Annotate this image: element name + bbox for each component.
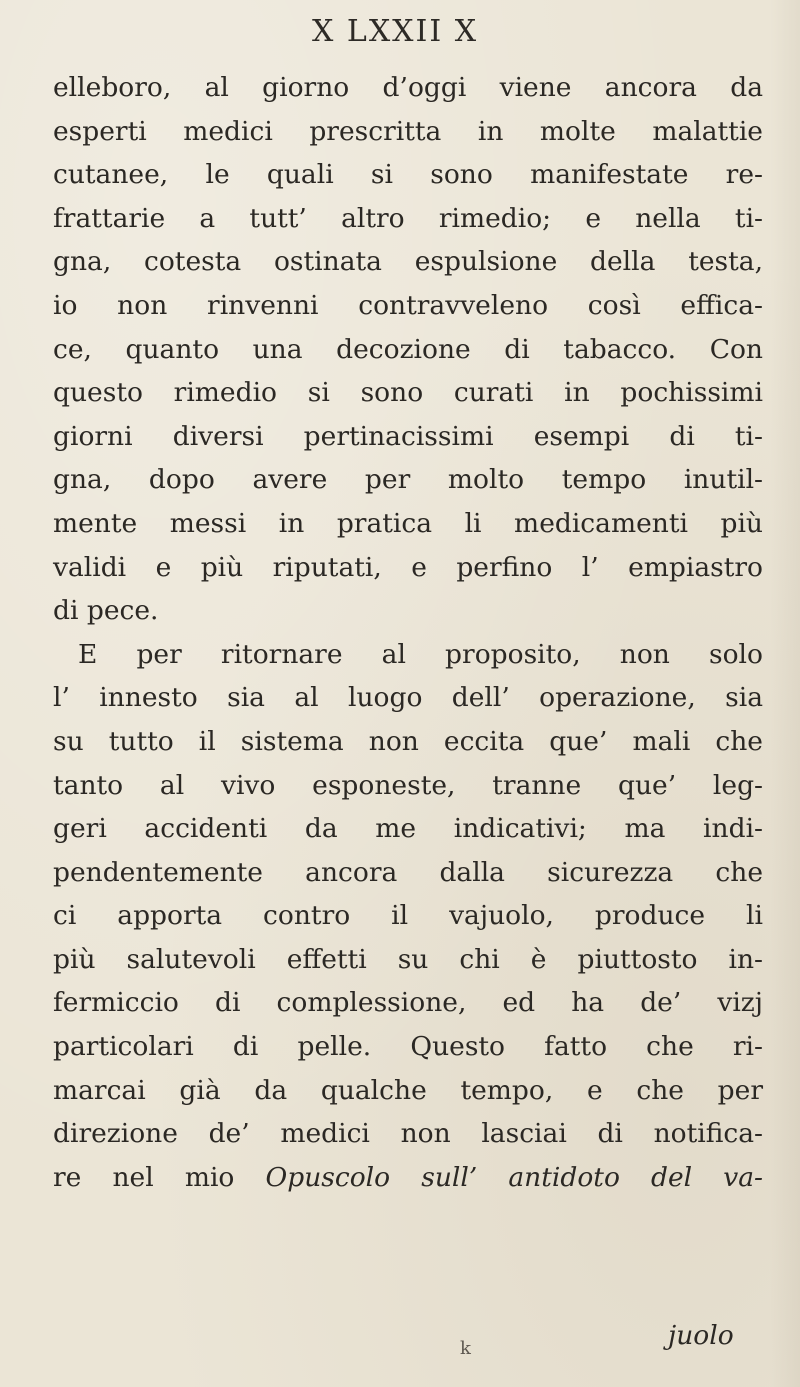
text-line-last	[53, 1156, 763, 1200]
text-line: gna, cotesta ostinata espulsione della testa,	[53, 246, 763, 278]
text-line: io non rinvenni contravveleno così effica-	[53, 289, 763, 321]
text-line: fermiccio di complessione, ed ha de’ vizj	[53, 987, 763, 1019]
signature-mark: k	[460, 1338, 471, 1359]
text-line: direzione de’ medici non lasciai di notifica-	[53, 1118, 763, 1150]
text-line: validi e più riputati, e perfino l’ empiastro	[53, 551, 763, 583]
text-line: giorni diversi pertinacissimi esempi di ti-	[53, 420, 763, 452]
text-line: di pece.	[53, 595, 159, 627]
text-line: tanto al vivo esponeste, tranne que’ leg-	[53, 769, 763, 801]
body-text	[53, 66, 763, 1199]
text-line: ce, quanto una decozione di tabacco. Con	[53, 333, 763, 365]
text-line: questo rimedio si sono curati in pochissimi	[53, 377, 763, 409]
page-number: X LXXII X	[312, 14, 479, 49]
catchword: juolo	[668, 1320, 734, 1351]
text-line: esperti medici prescritta in molte malattie	[53, 115, 763, 147]
text-line: su tutto il sistema non eccita que’ mali che	[53, 725, 763, 757]
text-line: ci apporta contro il vajuolo, produce li	[53, 900, 763, 932]
text-line: marcai già da qualche tempo, e che per	[53, 1074, 763, 1106]
text-line: cutanee, le quali si sono manifestate re-	[53, 159, 763, 191]
text-line: mente messi in pratica li medicamenti più	[53, 507, 763, 539]
text-line: l’ innesto sia al luogo dell’ operazione, sia	[53, 682, 763, 714]
text-line: E per ritornare al proposito, non solo	[78, 638, 763, 670]
text-line: più salutevoli effetti su chi è piuttosto in-	[53, 943, 763, 975]
text-line: elleboro, al giorno d’oggi viene ancora da	[53, 72, 763, 103]
text-line: frattarie a tutt’ altro rimedio; e nella ti-	[53, 202, 763, 234]
text-line: particolari di pelle. Questo fatto che ri-	[53, 1031, 763, 1063]
page-edge-shadow	[770, 0, 800, 1387]
last-line-prefix: re nel mio	[53, 1161, 266, 1193]
text-line: geri accidenti da me indicativi; ma indi-	[53, 813, 763, 845]
text-line: gna, dopo avere per molto tempo inutil-	[53, 464, 763, 496]
last-line-italic: Opuscolo sull’ antidoto del va-	[265, 1161, 763, 1193]
text-line: pendentemente ancora dalla sicurezza che	[53, 856, 763, 888]
